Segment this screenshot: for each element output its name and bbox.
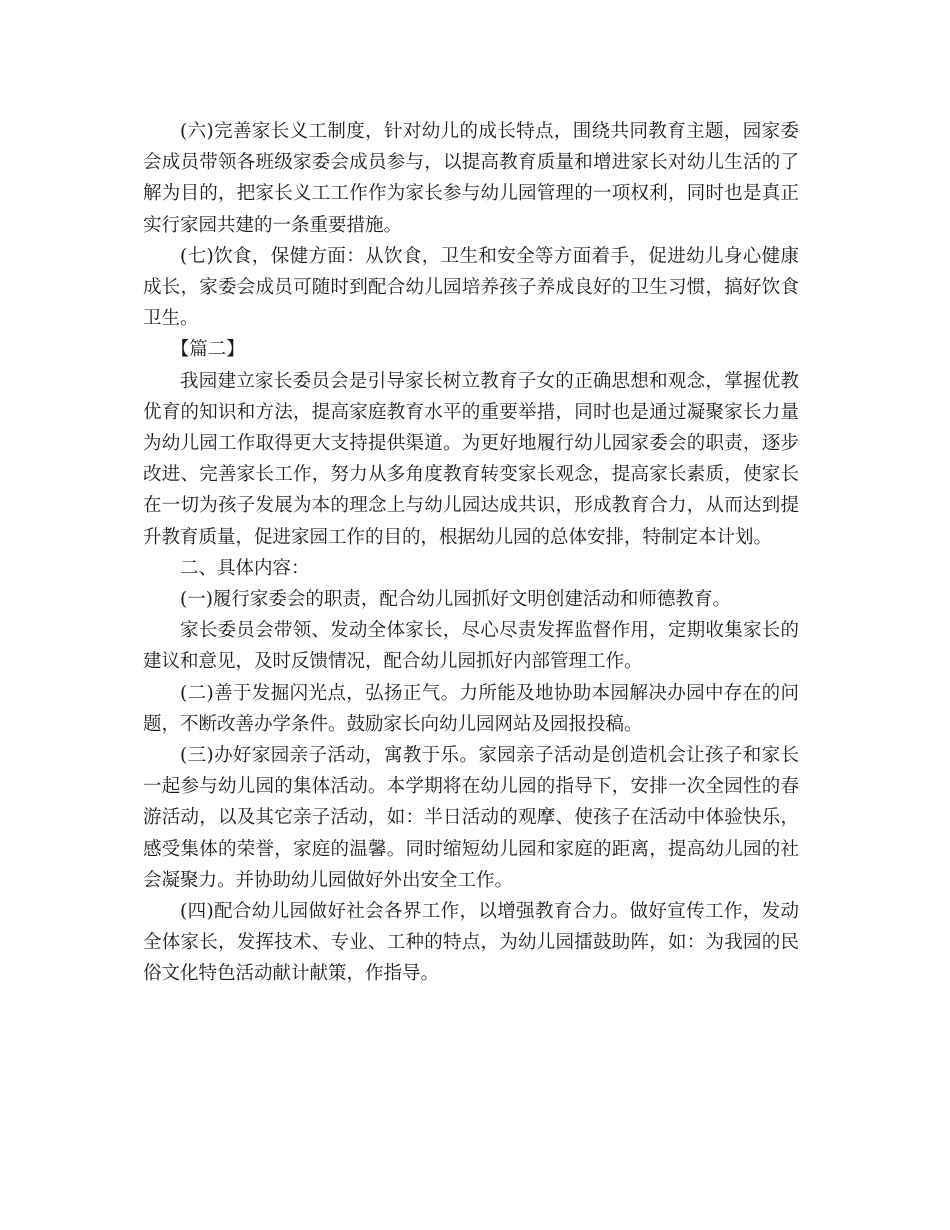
- paragraph-six: (六)完善家长义工制度，针对幼儿的成长特点，围绕共同教育主题，园家委会成员带领各班级家委会成员参与，以提高教育质量和增进家长对幼儿生活的了解为目的，把家长义工工作作为家长参与幼儿园管理的一项权利，同时也是真正实行家园共建的一条重要措施。: [143, 121, 799, 236]
- section-heading: 【篇二】: [170, 339, 245, 361]
- paragraph-item-two: (二)善于发掘闪光点，弘扬正气。力所能及地协助本园解决办园中存在的问题，不断改善办学条件。鼓励家长向幼儿园网站及园报投稿。: [143, 682, 799, 735]
- paragraph-seven: (七)饮食，保健方面：从饮食，卫生和安全等方面着手，促进幼儿身心健康成长，家委会成员可随时到配合幼儿园培养孩子养成良好的卫生习惯，搞好饮食卫生。: [143, 245, 799, 330]
- paragraph-committee: 家长委员会带领、发动全体家长，尽心尽责发挥监督作用，定期收集家长的建议和意见，及时反馈情况，配合幼儿园抓好内部管理工作。: [143, 620, 799, 673]
- paragraph-item-three: (三)办好家园亲子活动，寓教于乐。家园亲子活动是创造机会让孩子和家长一起参与幼儿园的集体活动。本学期将在幼儿园的指导下，安排一次全园性的春游活动，以及其它亲子活动，如：半日活动的观摩、使孩子在活动中体验快乐，感受集体的荣誉，家庭的温馨。同时缩短幼儿园和家庭的距离，提高幼儿园的社会凝聚力。并协助幼儿园做好外出安全工作。: [143, 745, 799, 891]
- subheading-content: 二、具体内容：: [180, 557, 310, 579]
- paragraph-item-one: (一)履行家委会的职责，配合幼儿园抓好文明创建活动和师德教育。: [180, 589, 731, 611]
- paragraph-intro: 我园建立家长委员会是引导家长树立教育子女的正确思想和观念，掌握优教优育的知识和方法，提高家庭教育水平的重要举措，同时也是通过凝聚家长力量为幼儿园工作取得更大支持提供渠道。为更好地履行幼儿园家委会的职责，逐步改进、完善家长工作，努力从多角度教育转变家长观念，提高家长素质，使家长在一切为孩子发展为本的理念上与幼儿园达成共识，形成教育合力，从而达到提升教育质量，促进家园工作的目的，根据幼儿园的总体安排，特制定本计划。: [143, 370, 799, 548]
- paragraph-item-four: (四)配合幼儿园做好社会各界工作，以增强教育合力。做好宣传工作，发动全体家长，发挥技术、专业、工种的特点，为幼儿园擂鼓助阵，如：为我园的民俗文化特色活动献计献策，作指导。: [143, 901, 799, 985]
- document-body: [143, 116, 799, 990]
